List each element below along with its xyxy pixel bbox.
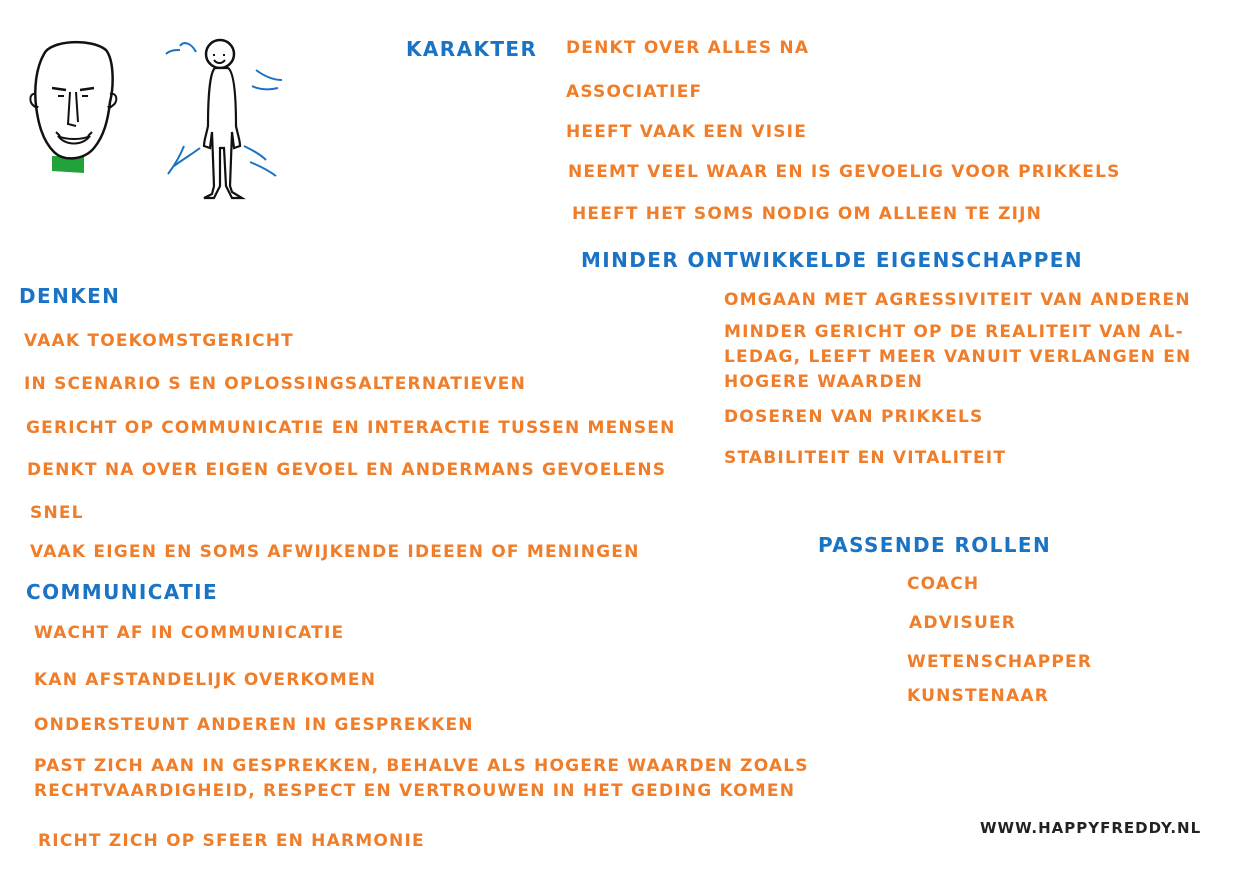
denken-item: IN SCENARIO S EN OPLOSSINGSALTERNATIEVEN bbox=[24, 374, 527, 394]
karakter-heading: KARAKTER bbox=[406, 37, 538, 61]
minder-item: MINDER GERICHT OP DE REALITEIT VAN AL-LEDAG, LEEFT MEER VANUIT VERLANGEN EN HOGERE WAARDEN bbox=[724, 322, 1192, 392]
communicatie-item: KAN AFSTANDELIJK OVERKOMEN bbox=[34, 670, 377, 690]
minder-item: DOSEREN VAN PRIKKELS bbox=[724, 407, 984, 427]
rollen-item: KUNSTENAAR bbox=[907, 686, 1049, 706]
denken-heading: DENKEN bbox=[19, 284, 121, 308]
face-illustration-icon bbox=[22, 36, 122, 176]
communicatie-item: WACHT AF IN COMMUNICATIE bbox=[34, 623, 345, 643]
karakter-item: NEEMT VEEL WAAR EN IS GEVOELIG VOOR PRIKKELS bbox=[568, 162, 1121, 182]
karakter-item: HEEFT VAAK EEN VISIE bbox=[566, 122, 808, 142]
rollen-item: COACH bbox=[907, 574, 980, 594]
rollen-item: ADVISUER bbox=[909, 613, 1017, 633]
minder-item: STABILITEIT EN VITALITEIT bbox=[724, 448, 1007, 468]
denken-item: SNEL bbox=[30, 503, 84, 523]
denken-item: GERICHT OP COMMUNICATIE EN INTERACTIE TUSSEN MENSEN bbox=[26, 418, 676, 438]
karakter-item: DENKT OVER ALLES NA bbox=[566, 38, 810, 58]
rollen-item: WETENSCHAPPER bbox=[907, 652, 1093, 672]
denken-item: VAAK TOEKOMSTGERICHT bbox=[24, 331, 294, 351]
minder-item: OMGAAN MET AGRESSIVITEIT VAN ANDEREN bbox=[724, 290, 1191, 310]
communicatie-item: ONDERSTEUNT ANDEREN IN GESPREKKEN bbox=[34, 715, 474, 735]
denken-item: DENKT NA OVER EIGEN GEVOEL EN ANDERMANS GEVOELENS bbox=[27, 460, 667, 480]
website-url: WWW.HAPPYFREDDY.NL bbox=[980, 819, 1202, 837]
karakter-item: HEEFT HET SOMS NODIG OM ALLEEN TE ZIJN bbox=[572, 204, 1043, 224]
rollen-heading: PASSENDE ROLLEN bbox=[818, 533, 1052, 557]
karakter-item: ASSOCIATIEF bbox=[566, 82, 703, 102]
communicatie-item: RICHT ZICH OP SFEER EN HARMONIE bbox=[38, 831, 425, 851]
communicatie-heading: COMMUNICATIE bbox=[26, 580, 219, 604]
communicatie-item: PAST ZICH AAN IN GESPREKKEN, BEHALVE ALS HOGERE WAARDEN ZOALS RECHTVAARDIGHEID, RESPECT EN VERTROUWEN IN HET GEDING KOMEN bbox=[34, 756, 809, 801]
minder-heading: MINDER ONTWIKKELDE EIGENSCHAPPEN bbox=[581, 248, 1083, 272]
denken-item: VAAK EIGEN EN SOMS AFWIJKENDE IDEEEN OF MENINGEN bbox=[30, 542, 640, 562]
stick-figure-illustration-icon bbox=[160, 36, 290, 202]
